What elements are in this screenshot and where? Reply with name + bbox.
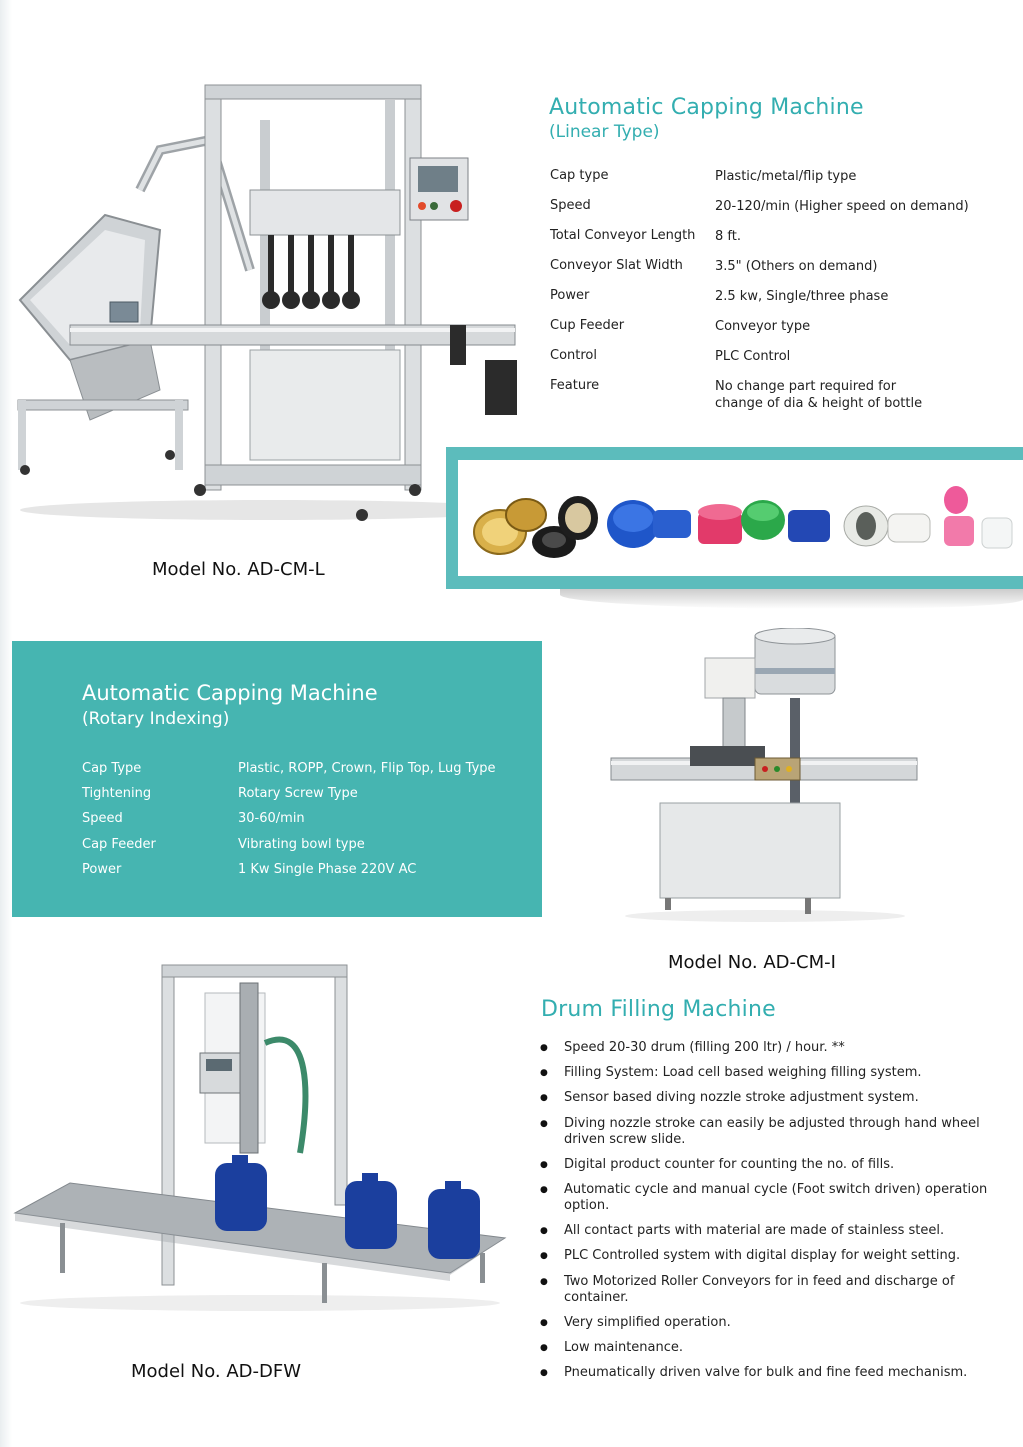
list-item: ● Pneumatically driven valve for bulk and fine feed mechanism. <box>540 1365 1010 1381</box>
spec-label: Feature <box>550 378 600 393</box>
rotary-model-number: Model No. AD-CM-I <box>668 952 836 973</box>
spec-label: Control <box>550 348 597 363</box>
drum-model-number: Model No. AD-DFW <box>131 1361 302 1382</box>
list-item: ● Automatic cycle and manual cycle (Foot switch driven) operation option. <box>540 1182 1010 1214</box>
list-item: ● PLC Controlled system with digital display for weight setting. <box>540 1248 1010 1264</box>
spec-value: 1 Kw Single Phase 220V AC <box>238 862 417 877</box>
list-item: ● Filling System: Load cell based weighing filling system. <box>540 1065 1010 1081</box>
spec-value: No change part required for change of dia & height of bottle <box>715 379 923 411</box>
spec-label: Tightening <box>82 786 152 801</box>
linear-model-number: Model No. AD-CM-L <box>152 559 325 580</box>
spec-value: 8 ft. <box>715 229 741 244</box>
rotary-capping-machine-image <box>605 628 925 928</box>
rotary-spec-panel <box>12 641 542 917</box>
linear-subtitle: (Linear Type) <box>549 122 660 142</box>
linear-title: Automatic Capping Machine <box>549 95 864 120</box>
spec-value: Plastic/metal/flip type <box>715 169 857 184</box>
list-item: ● Two Motorized Roller Conveyors for in feed and discharge of container. <box>540 1274 1010 1306</box>
drum-feature-list <box>540 1040 1010 1390</box>
spec-value: 3.5" (Others on demand) <box>715 259 878 274</box>
drum-filling-machine-image <box>10 963 510 1323</box>
caps-strip <box>458 460 1023 576</box>
spec-label: Cap Feeder <box>82 837 156 852</box>
list-item: ● Speed 20-30 drum (filling 200 ltr) / hour. ** <box>540 1040 1010 1056</box>
list-item: ● Sensor based diving nozzle stroke adjustment system. <box>540 1090 1010 1106</box>
drum-title: Drum Filling Machine <box>541 997 776 1022</box>
spec-label: Conveyor Slat Width <box>550 258 683 273</box>
list-item: ● Very simplified operation. <box>540 1315 1010 1331</box>
list-item: ● Digital product counter for counting the no. of fills. <box>540 1157 1010 1173</box>
rotary-subtitle: (Rotary Indexing) <box>82 709 230 729</box>
spec-value: Vibrating bowl type <box>238 837 365 852</box>
spec-value: Rotary Screw Type <box>238 786 358 801</box>
caps-strip-frame <box>446 447 1023 589</box>
spec-label: Power <box>82 862 122 877</box>
spec-value: Conveyor type <box>715 319 811 334</box>
spec-value: Plastic, ROPP, Crown, Flip Top, Lug Type <box>238 761 496 776</box>
spec-value: 30-60/min <box>238 811 305 826</box>
list-item: ● All contact parts with material are made of stainless steel. <box>540 1223 1010 1239</box>
list-item: ● Low maintenance. <box>540 1340 1010 1356</box>
spec-value: PLC Control <box>715 349 791 364</box>
list-item: ● Diving nozzle stroke can easily be adjusted through hand wheel driven screw slide. <box>540 1116 1010 1148</box>
spec-label: Cap Type <box>82 761 142 776</box>
spec-label: Speed <box>550 198 591 213</box>
spec-label: Speed <box>82 811 123 826</box>
rotary-title: Automatic Capping Machine <box>82 681 378 705</box>
spec-label: Power <box>550 288 590 303</box>
spec-value: 20-120/min (Higher speed on demand) <box>715 199 969 214</box>
spec-label: Total Conveyor Length <box>550 228 696 243</box>
bottle-caps-image <box>458 460 1023 576</box>
spec-label: Cap type <box>550 168 609 183</box>
spec-value: 2.5 kw, Single/three phase <box>715 289 889 304</box>
spec-label: Cup Feeder <box>550 318 625 333</box>
